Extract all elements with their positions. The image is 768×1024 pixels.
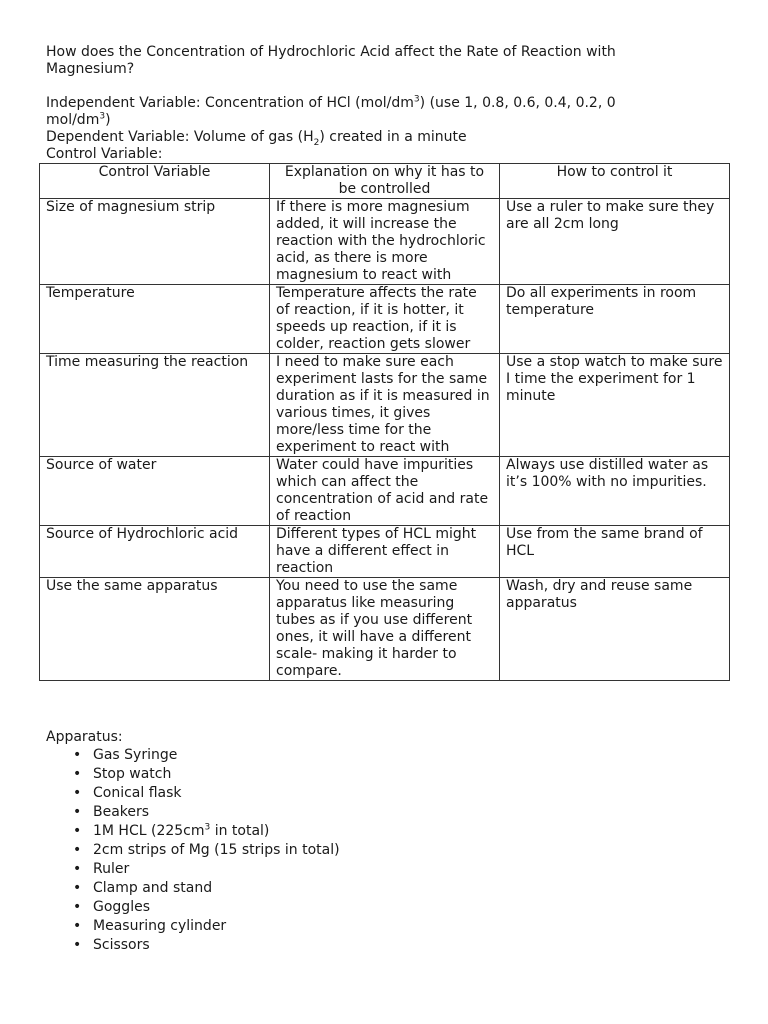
table-cell: Do all experiments in room temperature <box>500 285 730 354</box>
dependent-variable <box>46 129 736 146</box>
list-item-text-2: in total) <box>210 823 270 839</box>
list-item: • Measuring cylinder <box>93 917 340 936</box>
apparatus-list <box>46 746 340 955</box>
list-item: • 2cm strips of Mg (15 strips in total) <box>93 841 340 860</box>
dependent-text-2: ) created in a minute <box>319 129 467 145</box>
header-how-to-control: How to control it <box>500 164 730 199</box>
apparatus-section <box>46 729 340 955</box>
superscript: 3 <box>413 94 420 105</box>
list-item: • Clamp and stand <box>93 879 340 898</box>
independent-text-3: mol/dm <box>46 112 100 128</box>
document-body <box>46 44 736 163</box>
header-control-variable: Control Variable <box>40 164 270 199</box>
list-item: • Ruler <box>93 860 340 879</box>
table-cell: Temperature affects the rate of reaction, if it is hotter, it speeds up reaction, if it is colder, reaction gets slower <box>270 285 500 354</box>
title-line-1: How does the Concentration of Hydrochloric Acid affect the Rate of Reaction with <box>46 44 616 60</box>
list-item <box>93 822 340 841</box>
superscript-3: 3 <box>204 822 211 833</box>
list-item-text: 1M HCL (225cm <box>93 823 205 839</box>
subscript: 2 <box>313 137 320 148</box>
table-cell: Source of water <box>40 457 270 526</box>
table-row <box>40 578 730 681</box>
table-cell: Use a ruler to make sure they are all 2cm long <box>500 199 730 285</box>
table-cell: Temperature <box>40 285 270 354</box>
table-cell: I need to make sure each experiment lasts for the same duration as if it is measured in various times, it gives more/less time for the experiment to react with <box>270 354 500 457</box>
list-item: • Conical flask <box>93 784 340 803</box>
table-cell: If there is more magnesium added, it will increase the reaction with the hydrochloric acid, as there is more magnesium to react with <box>270 199 500 285</box>
document-title <box>46 44 736 78</box>
table-row <box>40 457 730 526</box>
independent-text-4: ) <box>105 112 111 128</box>
list-item: • Stop watch <box>93 765 340 784</box>
table-row <box>40 354 730 457</box>
list-item: • Scissors <box>93 936 340 955</box>
table-cell: Use from the same brand of HCL <box>500 526 730 578</box>
table-cell: Always use distilled water as it’s 100% with no impurities. <box>500 457 730 526</box>
list-item: • Goggles <box>93 898 340 917</box>
title-line-2: Magnesium? <box>46 61 135 77</box>
dependent-text: Dependent Variable: Volume of gas (H <box>46 129 314 145</box>
table-cell: Wash, dry and reuse same apparatus <box>500 578 730 681</box>
table-cell: Use a stop watch to make sure I time the experiment for 1 minute <box>500 354 730 457</box>
list-item: • Gas Syringe <box>93 746 340 765</box>
table-cell: Water could have impurities which can affect the concentration of acid and rate of reaction <box>270 457 500 526</box>
table-row <box>40 199 730 285</box>
header-explanation: Explanation on why it has to be controlled <box>270 164 500 199</box>
table-cell: You need to use the same apparatus like measuring tubes as if you use different ones, it will have a different scale- making it harder to compare. <box>270 578 500 681</box>
table-row <box>40 526 730 578</box>
table-header-row <box>40 164 730 199</box>
table-cell: Use the same apparatus <box>40 578 270 681</box>
independent-variable <box>46 95 736 129</box>
control-variable-heading: Control Variable: <box>46 146 163 162</box>
table-cell: Source of Hydrochloric acid <box>40 526 270 578</box>
table-cell: Different types of HCL might have a different effect in reaction <box>270 526 500 578</box>
control-variable-table <box>39 163 730 681</box>
list-item: • Beakers <box>93 803 340 822</box>
superscript-2: 3 <box>99 111 106 122</box>
table-cell: Size of magnesium strip <box>40 199 270 285</box>
table-cell: Time measuring the reaction <box>40 354 270 457</box>
independent-text: Independent Variable: Concentration of HCl (mol/dm <box>46 95 414 111</box>
table-row <box>40 285 730 354</box>
independent-text-2: ) (use 1, 0.8, 0.6, 0.4, 0.2, 0 <box>419 95 616 111</box>
apparatus-heading: Apparatus: <box>46 729 123 745</box>
